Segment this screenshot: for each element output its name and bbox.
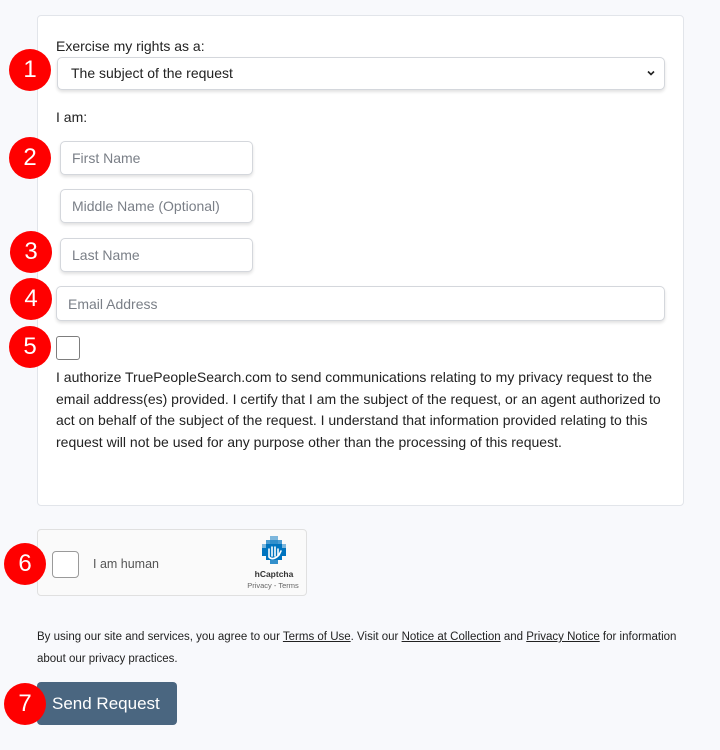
send-request-button[interactable]: Send Request (37, 682, 177, 725)
terms-notice (37, 626, 677, 670)
captcha-links-separator: - (271, 581, 279, 590)
terms-mid2: and (500, 631, 527, 643)
consent-checkbox[interactable] (56, 336, 80, 360)
chevron-down-icon (647, 69, 655, 77)
annotation-badge-4: 4 (10, 278, 52, 320)
captcha-label: I am human (93, 557, 160, 571)
annotation-badge-1: 1 (9, 49, 51, 91)
notice-at-collection-link[interactable]: Notice at Collection (401, 631, 501, 643)
middle-name-input[interactable] (60, 189, 253, 223)
terms-prefix: By using our site and services, you agree to our (37, 631, 283, 643)
privacy-notice-link[interactable]: Privacy Notice (526, 631, 600, 643)
rights-label: Exercise my rights as a: (56, 38, 205, 54)
hcaptcha-logo-icon (258, 536, 290, 566)
terms-mid1: . Visit our (350, 631, 402, 643)
captcha-terms-link[interactable]: Terms (278, 581, 299, 590)
captcha-checkbox[interactable] (52, 551, 79, 578)
captcha-brand: hCaptcha (254, 569, 294, 579)
terms-of-use-link[interactable]: Terms of Use (282, 631, 351, 643)
annotation-badge-6: 6 (4, 543, 46, 585)
hcaptcha-widget (37, 529, 307, 596)
annotation-badge-7: 7 (4, 683, 46, 725)
captcha-links (238, 581, 308, 590)
last-name-input[interactable] (60, 238, 253, 272)
iam-label: I am: (56, 109, 88, 125)
annotation-badge-5: 5 (9, 326, 51, 368)
email-input[interactable] (56, 286, 665, 321)
annotation-badge-2: 2 (9, 137, 51, 179)
captcha-privacy-link[interactable]: Privacy (247, 581, 272, 590)
first-name-input[interactable] (60, 141, 253, 175)
terms-suffix: for information about our privacy practices. (37, 631, 677, 665)
rights-select[interactable] (57, 57, 665, 90)
rights-select-value: The subject of the request (71, 65, 233, 81)
consent-text: I authorize TruePeopleSearch.com to send communications relating to my privacy request to the email address(es) provided. I certify that I am the subject of the request, or an agent authorized to act on behalf of the subject of the request. I understand that information provided relating to this request will not be used for any purpose other than the processing of this request. (56, 369, 661, 450)
annotation-badge-3: 3 (10, 231, 52, 273)
